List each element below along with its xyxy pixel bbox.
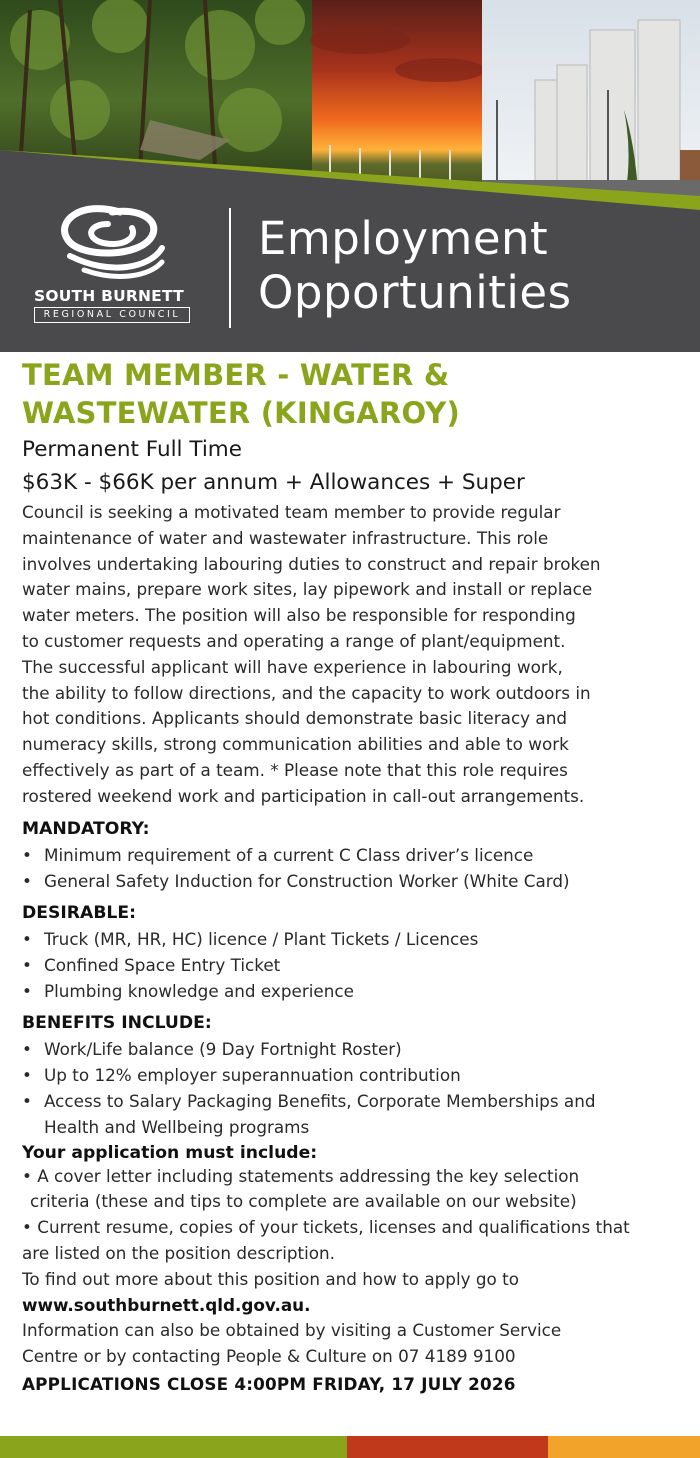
- job-ad-body: [22, 356, 688, 1398]
- bullet: •: [22, 1064, 32, 1085]
- footer-segment-red: [347, 1436, 548, 1458]
- desirable-heading: DESIRABLE:: [22, 902, 136, 923]
- footer-segment-orange: [548, 1436, 700, 1458]
- list-item: • Access to Salary Packaging Benefits, Corporate Memberships and: [22, 1088, 688, 1114]
- footer-color-bar: [0, 1436, 700, 1458]
- heading-line-1: Employment: [258, 212, 549, 265]
- application-line: Centre or by contacting People & Culture on 07 4189 9100: [22, 1346, 516, 1367]
- description-line: water mains, prepare work sites, lay pipework and install or replace: [22, 579, 593, 600]
- job-title: [22, 356, 688, 432]
- description-line: to customer requests and operating a range of plant/equipment.: [22, 630, 566, 651]
- description-line: Council is seeking a motivated team member to provide regular: [22, 502, 561, 522]
- header-banner: [0, 0, 700, 352]
- council-subtitle: REGIONAL COUNCIL: [34, 307, 190, 323]
- job-title-line-2: WASTEWATER (KINGAROY): [22, 396, 460, 430]
- benefits-heading: BENEFITS INCLUDE:: [22, 1012, 212, 1033]
- bullet: •: [22, 870, 32, 891]
- application-line: are listed on the position description.: [22, 1242, 335, 1263]
- website-link[interactable]: www.southburnett.qld.gov.au.: [22, 1294, 311, 1315]
- job-title-line-1: TEAM MEMBER - WATER &: [22, 358, 450, 392]
- application-heading: Your application must include:: [22, 1142, 318, 1163]
- job-description: [22, 500, 688, 810]
- description-line: maintenance of water and wastewater infrastructure. This role: [22, 527, 549, 548]
- description-line: numeracy skills, strong communication abilities and able to work: [22, 734, 569, 755]
- list-item: • Truck (MR, HR, HC) licence / Plant Tickets / Licences: [22, 926, 688, 952]
- application-line: Information can also be obtained by visiting a Customer Service: [22, 1320, 562, 1341]
- list-item-continuation: Health and Wellbeing programs: [44, 1116, 310, 1137]
- footer-segment-green: [0, 1436, 347, 1458]
- list-item: • Up to 12% employer superannuation contribution: [22, 1062, 688, 1088]
- description-line: hot conditions. Applicants should demonstrate basic literacy and: [22, 708, 568, 729]
- bullet: •: [22, 1038, 32, 1059]
- council-name: SOUTH BURNETT: [34, 287, 184, 305]
- mandatory-list: [22, 842, 688, 894]
- description-line: water meters. The position will also be responsible for responding: [22, 605, 576, 626]
- list-item: • Confined Space Entry Ticket: [22, 952, 688, 978]
- benefits-list: [22, 1036, 688, 1140]
- list-item: • General Safety Induction for Construction Worker (White Card): [22, 868, 688, 894]
- description-line: the ability to follow directions, and the capacity to work outdoors in: [22, 682, 591, 703]
- closing-date: APPLICATIONS CLOSE 4:00PM FRIDAY, 17 JULY 2026: [22, 1373, 516, 1394]
- list-item: • Work/Life balance (9 Day Fortnight Roster): [22, 1036, 688, 1062]
- bullet: •: [22, 980, 32, 1001]
- list-item: • Plumbing knowledge and experience: [22, 978, 688, 1004]
- description-line: The successful applicant will have experience in labouring work,: [22, 656, 563, 677]
- application-line: • Current resume, copies of your tickets, licenses and qualifications that: [22, 1217, 630, 1238]
- heading-line-2: Opportunities: [258, 266, 572, 319]
- desirable-list: [22, 926, 688, 1004]
- page-heading: [258, 212, 572, 320]
- bullet: •: [22, 954, 32, 975]
- description-line: rostered weekend work and participation in call-out arrangements.: [22, 785, 585, 806]
- description-line: effectively as part of a team. * Please note that this role requires: [22, 759, 568, 780]
- bullet: •: [22, 1090, 32, 1111]
- salary: $63K - $66K per annum + Allowances + Super: [22, 470, 525, 495]
- list-item: • Minimum requirement of a current C Class driver’s licence: [22, 842, 688, 868]
- mandatory-heading: MANDATORY:: [22, 818, 150, 839]
- employment-type: Permanent Full Time: [22, 437, 242, 462]
- bullet: •: [22, 844, 32, 865]
- application-line: To find out more about this position and how to apply go to: [22, 1268, 519, 1289]
- description-line: involves undertaking labouring duties to construct and repair broken: [22, 553, 601, 574]
- application-line: • A cover letter including statements addressing the key selection: [22, 1165, 580, 1186]
- application-line: criteria (these and tips to complete are available on our website): [30, 1191, 577, 1212]
- bullet: •: [22, 928, 32, 949]
